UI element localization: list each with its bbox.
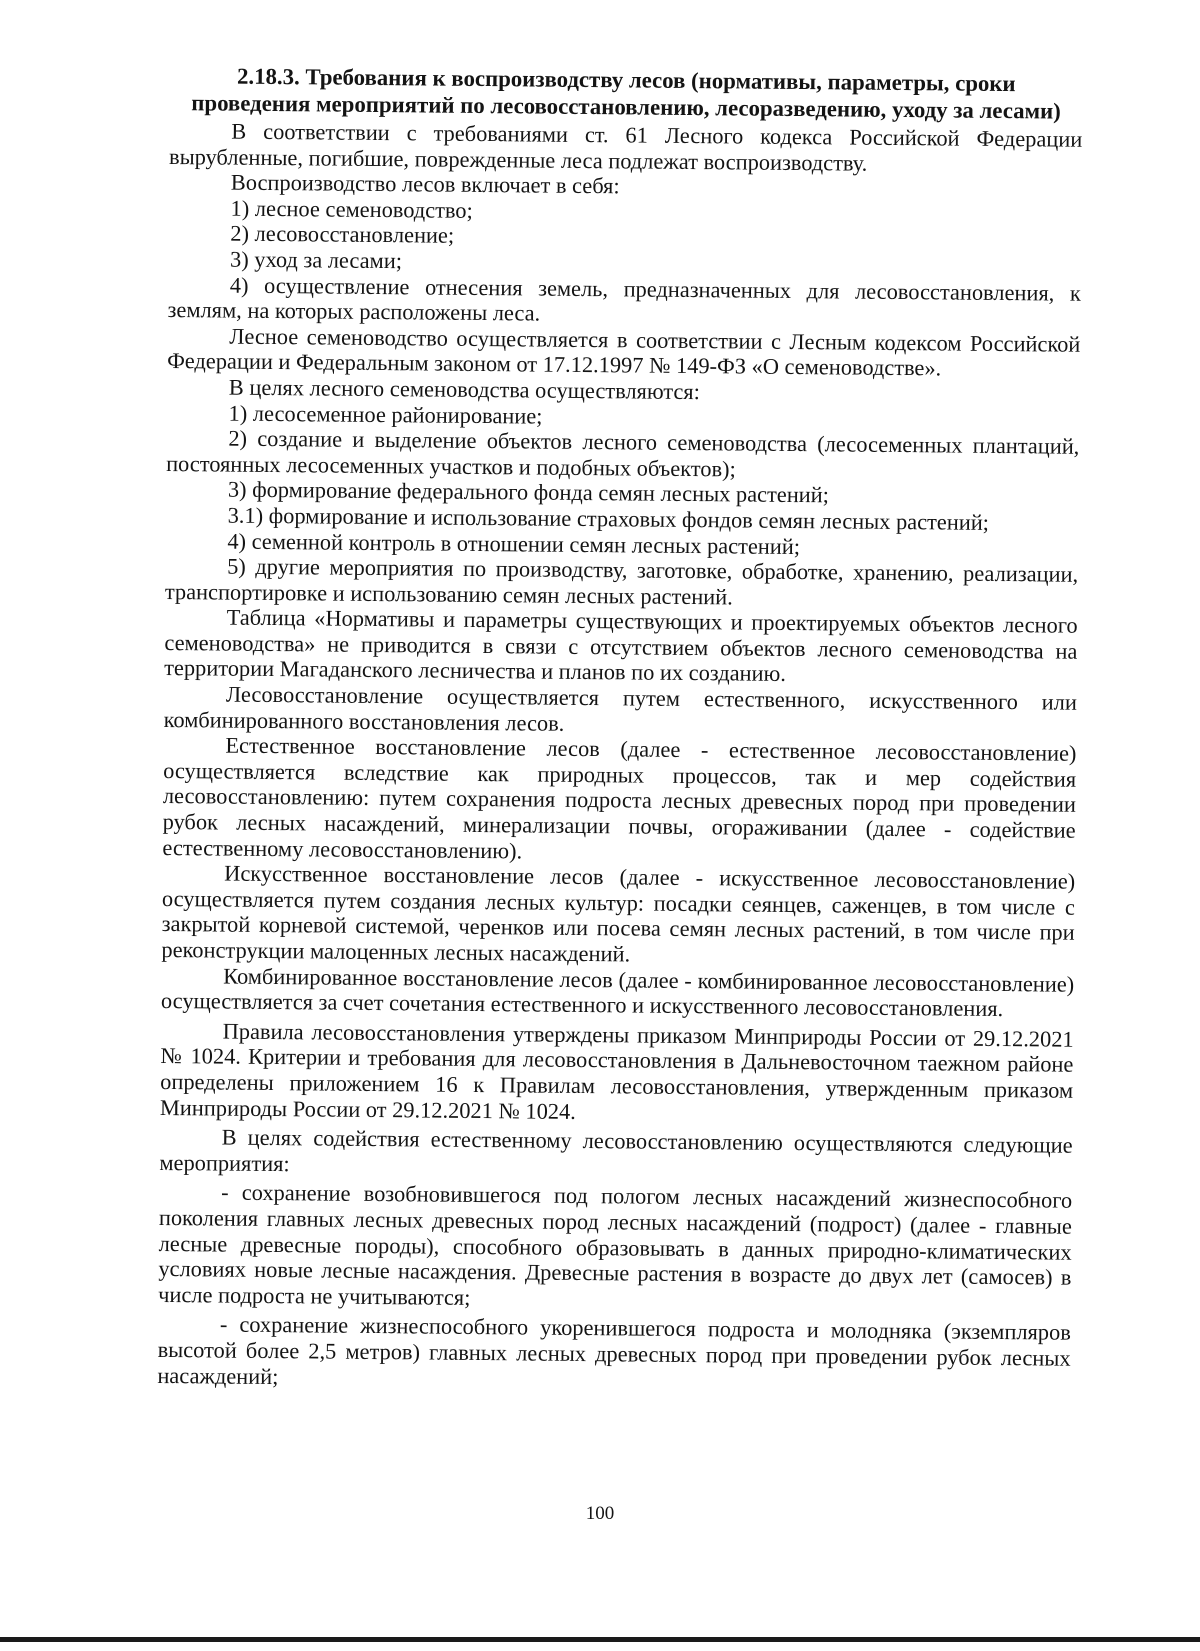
paragraph: Лесное семеноводство осуществляется в соответствии с Лесным кодексом Российской Федерации и Федеральным законом от 17.12.1997 № 149-ФЗ «О семеноводстве». bbox=[167, 323, 1081, 381]
paragraph: Правила лесовосстановления утверждены приказом Минприроды России от 29.12.2021 № 1024. Критерии и требования для лесовосстановления в Дальневосточном таежном районе определены приложением 16 к Правилам лесовосстановления, утвержденным приказом Минприроды России от 29.12.2021 № 1024. bbox=[159, 1018, 1074, 1124]
paragraph: Естественное восстановление лесов (далее - естественное лесовосстановление) осуществляется вследствие как природных процессов, так и мер содействия лесовосстановлению: путем сохранения подроста лесных древесных пород при проведении рубок лесных насаждений, минерализации почвы, огораживании (далее - содействие естественному лесовосстановлению). bbox=[162, 732, 1077, 864]
list-item: 2) лесовосстановление; bbox=[230, 220, 455, 249]
paragraph: Воспроизводство лесов включает в себя: bbox=[230, 169, 620, 199]
paragraph: В соответствии с требованиями ст. 61 Лесного кодекса Российской Федерации вырубленные, погибшие, поврежденные леса подлежат воспроизводству. bbox=[168, 118, 1083, 176]
list-item: 4) семенной контроль в отношении семян лесных растений; bbox=[227, 528, 801, 559]
paragraph: Комбинированное восстановление лесов (далее - комбинированное лесовосстановление) осуществляется за счет сочетания естественного и искусственного лесовосстановления. bbox=[160, 963, 1075, 1022]
paragraph: Искусственное восстановление лесов (далее - искусственное лесовосстановление) осуществляется путем создания лесных культур: посадки сеянцев, саженцев, в том числе с закрытой корневой системой, черенков или посева семян лесных растений, в том числе при реконструкции малоценных лесных насаждений. bbox=[161, 860, 1076, 967]
list-item: 1) лесное семеноводство; bbox=[230, 195, 473, 223]
list-item: 3.1) формирование и использование страховых фондов семян лесных растений; bbox=[227, 502, 990, 535]
list-item: 4) осуществление отнесения земель, предназначенных для лесовосстановления, к землям, на которых расположены леса. bbox=[167, 272, 1081, 326]
list-item: 3) уход за лесами; bbox=[229, 246, 403, 274]
bottom-scan-border bbox=[0, 1637, 1200, 1642]
list-item: 2) создание и выделение объектов лесного семеноводства (лесосеменных плантаций, постоянных лесосеменных участков и подобных объектов); bbox=[166, 425, 1080, 482]
paragraph: Лесовосстановление осуществляется путем естественного, искусственного или комбинированного восстановления лесов. bbox=[163, 681, 1078, 736]
list-item: 1) лесосеменное районирование; bbox=[228, 400, 543, 429]
document-body bbox=[157, 62, 1083, 1397]
paragraph: Таблица «Нормативы и параметры существующих и проектируемых объектов лесного семеноводства» не приводится в связи с отсутствием объектов лесного семеноводства на территории Магаданского лесничества и планов по их созданию. bbox=[164, 604, 1078, 687]
paragraph: В целях содействия естественному лесовосстановлению осуществляются следующие мероприятия: bbox=[159, 1124, 1073, 1176]
paragraph: В целях лесного семеноводства осуществляются: bbox=[228, 374, 700, 405]
list-item: 5) другие мероприятия по производству, заготовке, обработке, хранению, реализации, транспортировке и использованию семян лесных растений. bbox=[164, 553, 1079, 610]
section-heading bbox=[169, 62, 1082, 125]
list-item: - сохранение жизнеспособного укоренившегося подроста и молодняка (экземпляров высотой более 2,5 метров) главных лесных древесных пород при проведении рубок лесных насаждений; bbox=[157, 1311, 1071, 1389]
list-item: 3) формирование федерального фонда семян лесных растений; bbox=[227, 476, 830, 508]
heading-line-1: 2.18.3. Требования к воспроизводству лесов (нормативы, параметры, сроки bbox=[236, 63, 1016, 97]
heading-line-2: проведения мероприятий по лесовосстановлению, лесоразведению, уходу за лесами) bbox=[191, 90, 1061, 124]
list-item: - сохранение возобновившегося под пологом лесных насаждений жизнеспособного поколения главных лесных древесных пород лесных насаждений (подрост) (далее - главные лесные древесные породы), способного образовывать в данных природно-климатических условиях новые лесные насаждения. Древесные растения в возрасте до двух лет (самосев) в числе подроста не учитываются; bbox=[158, 1179, 1073, 1310]
page-number: 100 bbox=[585, 1503, 615, 1524]
